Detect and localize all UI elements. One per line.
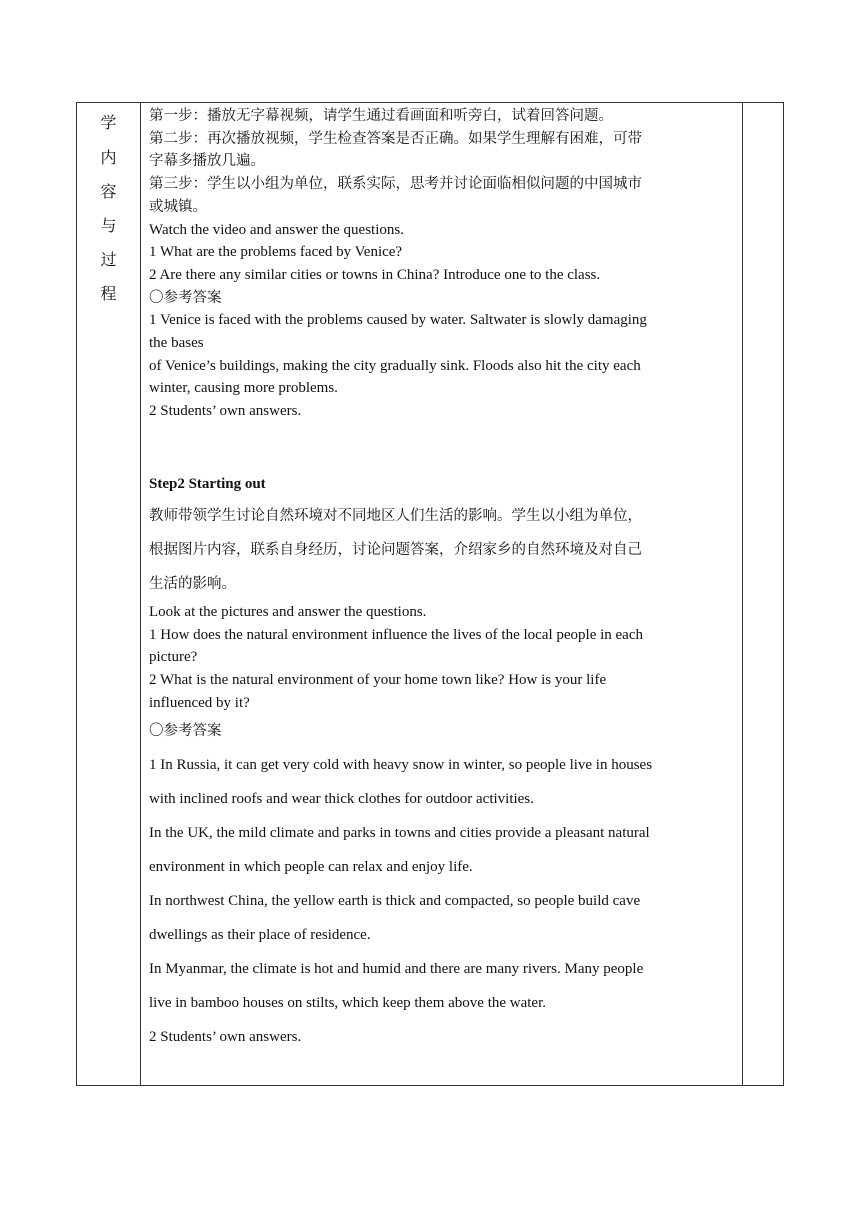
step2-heading: Step2 Starting out xyxy=(149,475,266,492)
starting-out-instruction: 教师带领学生讨论自然环境对不同地区人们生活的影响。学生以小组为单位， xyxy=(149,507,642,524)
reference-answer-label: 〇参考答案 xyxy=(149,723,222,740)
section-label-char: 内 xyxy=(100,148,117,167)
video-instruction: Watch the video and answer the questions. xyxy=(149,221,404,238)
section-label-column xyxy=(77,103,140,1085)
answer-northwest-china: In northwest China, the yellow earth is thick and compacted, so people build cave xyxy=(149,893,641,910)
video-question-2: 2 Are there any similar cities or towns in China? Introduce one to the class. xyxy=(149,266,601,283)
answer-northwest-china-cont: dwellings as their place of residence. xyxy=(149,927,371,944)
starting-out-instruction-cont: 根据图片内容，联系自身经历，讨论问题答案，介绍家乡的自然环境及对自己 xyxy=(149,541,642,558)
step-one-text: 第一步：播放无字幕视频，请学生通过看画面和听旁白，试着回答问题。 xyxy=(149,108,613,124)
step-two-text: 第二步：再次播放视频，学生检查答案是否正确。如果学生理解有困难，可带 xyxy=(149,130,642,147)
video-answer-1: 1 Venice is faced with the problems caused by water. Saltwater is slowly damaging xyxy=(149,312,647,329)
section-label-char: 程 xyxy=(100,284,117,303)
starting-out-instruction-cont: 生活的影响。 xyxy=(149,575,236,592)
pictures-instruction: Look at the pictures and answer the questions. xyxy=(149,603,427,620)
answer-uk: In the UK, the mild climate and parks in towns and cities provide a pleasant natural xyxy=(149,825,650,842)
pictures-question-1-cont: picture? xyxy=(149,649,198,666)
video-question-1: 1 What are the problems faced by Venice? xyxy=(149,244,403,261)
video-answer-2: 2 Students’ own answers. xyxy=(149,403,302,420)
pictures-question-2-cont: influenced by it? xyxy=(149,694,250,711)
lesson-table xyxy=(76,102,784,1086)
pictures-question-2: 2 What is the natural environment of your home town like? How is your life xyxy=(149,671,607,688)
answer-russia-cont: with inclined roofs and wear thick clothes for outdoor activities. xyxy=(149,791,534,808)
answer-russia: 1 In Russia, it can get very cold with heavy snow in winter, so people live in houses xyxy=(149,757,653,774)
step-three-text-cont: 或城镇。 xyxy=(149,198,207,215)
reference-answer-label: 〇参考答案 xyxy=(149,289,222,306)
column-divider-left xyxy=(140,103,141,1085)
column-divider-right xyxy=(742,103,743,1085)
section-label-char: 与 xyxy=(100,216,117,235)
video-answer-1-cont: winter, causing more problems. xyxy=(149,380,338,397)
answer-myanmar: In Myanmar, the climate is hot and humid and there are many rivers. Many people xyxy=(149,961,644,978)
section-label-char: 过 xyxy=(100,250,117,269)
answer-uk-cont: environment in which people can relax and enjoy life. xyxy=(149,859,473,876)
step-two-text-cont: 字幕多播放几遍。 xyxy=(149,153,265,170)
pictures-answer-2: 2 Students’ own answers. xyxy=(149,1029,302,1046)
step-three-text: 第三步：学生以小组为单位，联系实际，思考并讨论面临相似问题的中国城市 xyxy=(149,176,642,193)
section-label-char: 学 xyxy=(100,113,117,132)
lesson-content xyxy=(149,105,739,1054)
video-answer-1-cont: of Venice’s buildings, making the city gradually sink. Floods also hit the city each xyxy=(149,357,641,374)
answer-myanmar-cont: live in bamboo houses on stilts, which keep them above the water. xyxy=(149,995,547,1012)
pictures-question-1: 1 How does the natural environment influence the lives of the local people in each xyxy=(149,626,643,643)
section-label-char: 容 xyxy=(100,182,117,201)
video-answer-1-cont: the bases xyxy=(149,335,204,352)
